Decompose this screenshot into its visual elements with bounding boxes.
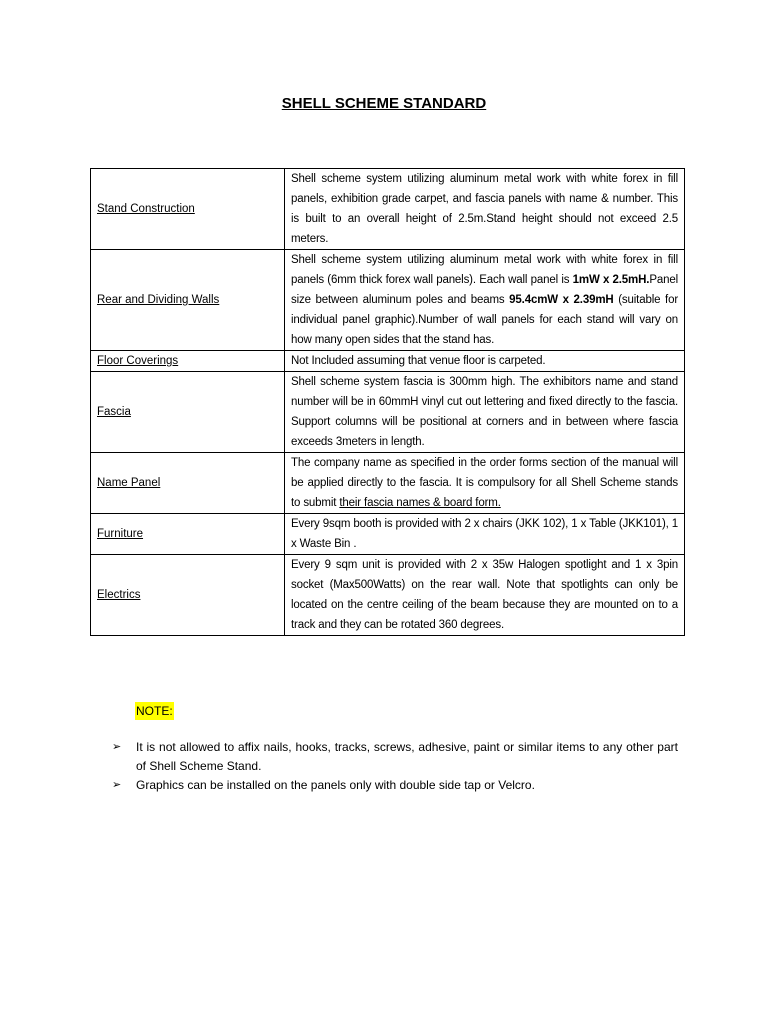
row-label-text: Electrics (97, 589, 141, 601)
description-text: Panel size between aluminum poles and beams (291, 274, 678, 306)
row-label (91, 169, 285, 250)
note-label: NOTE: (136, 704, 173, 718)
wall-panel-size: 1mW x 2.5mH. (572, 274, 650, 286)
arrow-bullet-icon: ➢ (112, 741, 122, 753)
note-item-text: It is not allowed to affix nails, hooks, tracks, screws, adhesive, paint or similar items to any other part of Shell Scheme Stand. (136, 740, 678, 773)
row-label (91, 372, 285, 453)
table-row-fascia (91, 372, 685, 453)
row-label-text: Rear and Dividing Walls (97, 294, 220, 306)
table-row-rear-and-dividing-walls (91, 250, 685, 351)
list-item (112, 738, 678, 776)
list-item (112, 776, 678, 795)
row-label-text: Stand Construction (97, 203, 195, 215)
table-row-name-panel (91, 453, 685, 514)
row-description: Shell scheme system fascia is 300mm high. The exhibitors name and stand number will be in 60mmH vinyl cut out lettering and fixed directly to the fascia. Support columns will be positional at corners and in between where fascia exceeds 3meters in length. (285, 372, 685, 453)
row-label (91, 555, 285, 636)
row-label-text: Fascia (97, 406, 131, 418)
fascia-names-link-text: their fascia names & board form. (339, 497, 501, 509)
row-description (285, 453, 685, 514)
row-description: Every 9 sqm unit is provided with 2 x 35w Halogen spotlight and 1 x 3pin socket (Max500Watts) on the rear wall. Note that spotlights can only be located on the centre ceiling of the beam because they are mounted on to a track and they can be rotated 360 degrees. (285, 555, 685, 636)
page-title (0, 95, 768, 112)
row-label-text: Name Panel (97, 477, 161, 489)
row-label (91, 514, 285, 555)
row-label (91, 351, 285, 372)
row-label-text: Furniture (97, 528, 144, 540)
arrow-bullet-icon: ➢ (112, 779, 122, 791)
note-list (112, 738, 678, 795)
table-row-stand-construction (91, 169, 685, 250)
table-row-furniture (91, 514, 685, 555)
table-row-electrics (91, 555, 685, 636)
shell-scheme-table (90, 168, 685, 636)
row-description: Every 9sqm booth is provided with 2 x chairs (JKK 102), 1 x Table (JKK101), 1 x Waste Bin . (285, 514, 685, 555)
description-text: The company name as specified in the order forms section of the manual will be applied directly to the fascia. It is compulsory for all Shell Scheme stands to submit (291, 457, 678, 509)
panel-graphic-size: 95.4cmW x 2.39mH (509, 294, 614, 306)
row-description: Shell scheme system utilizing aluminum metal work with white forex in fill panels, exhibition grade carpet, and fascia panels with name & number. This is built to an overall height of 2.5m.Stand height should not exceed 2.5 meters. (285, 169, 685, 250)
description-text: Shell scheme system utilizing aluminum metal work with white forex in fill panels (6mm thick forex wall panels). Each wall panel is (291, 254, 678, 286)
row-description (285, 250, 685, 351)
page-title-text: SHELL SCHEME STANDARD (281, 95, 487, 112)
row-label (91, 250, 285, 351)
row-description: Not Included assuming that venue floor is carpeted. (285, 351, 685, 372)
description-text: (suitable for individual panel graphic).Number of wall panels for each stand will vary on how many open sides that the stand has. (291, 294, 678, 346)
row-label (91, 453, 285, 514)
row-label-text: Floor Coverings (97, 355, 179, 367)
note-item-text: Graphics can be installed on the panels only with double side tap or Velcro. (136, 778, 535, 792)
table-row-floor-coverings (91, 351, 685, 372)
